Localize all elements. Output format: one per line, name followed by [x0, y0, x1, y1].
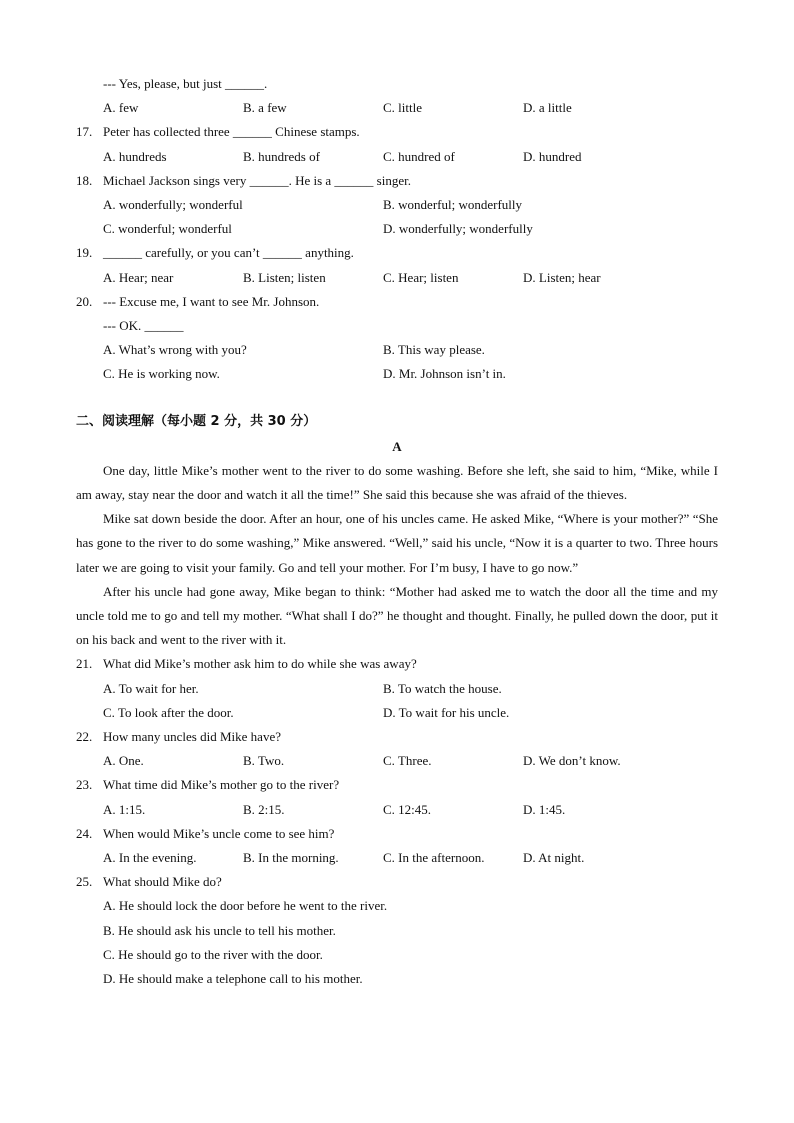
q23-number: 23. [76, 777, 93, 793]
q16-option-a: A. few [103, 100, 139, 116]
q18-option-a: A. wonderfully; wonderful [103, 196, 243, 212]
q24-number: 24. [76, 825, 93, 841]
q24 [76, 822, 718, 846]
section-spacer [76, 386, 718, 410]
q21-option-c: C. To look after the door. [103, 704, 234, 720]
q21-number: 21. [76, 656, 93, 672]
q17-option-d: D. hundred [523, 148, 582, 164]
q24-option-d: D. At night. [523, 849, 585, 865]
passage-paragraph-2: Mike sat down beside the door. After an hour, one of his uncles came. He asked Mike, “Where is your mother?” “She has gone to the river to do some washing,” Mike answered. “Well,” said his uncle, “Now it is a quarter to two. Three hours later we are going to visit your family. Go and tell your mother. For I’m busy, I have to go now.” [76, 511, 718, 575]
q19-number: 19. [76, 245, 93, 261]
q23-option-c: C. 12:45. [383, 801, 432, 817]
q19-option-c: C. Hear; listen [383, 269, 459, 285]
q24-option-b: B. In the morning. [243, 849, 339, 865]
passage-paragraph-3: After his uncle had gone away, Mike began to think: “Mother had asked me to watch the door all the time and my uncle told me to go and tell my mother. “What shall I do?” he thought and thought. Finally, he pulled down the door, put it on his back and went to the river with it. [76, 583, 718, 648]
exam-page [76, 72, 718, 991]
q20-response-line: --- OK. ______ [103, 317, 184, 333]
q20-option-d: D. Mr. Johnson isn’t in. [383, 366, 506, 382]
q23-option-d: D. 1:45. [523, 801, 566, 817]
q24-option-a: A. In the evening. [103, 849, 197, 865]
q23 [76, 773, 718, 797]
q20 [76, 290, 718, 314]
q21-text: What did Mike’s mother ask him to do while she was away? [103, 656, 417, 672]
q21-option-d: D. To wait for his uncle. [383, 704, 510, 720]
q16-option-d: D. a little [523, 100, 572, 116]
q19-options [76, 266, 718, 290]
q18-option-c: C. wonderful; wonderful [103, 221, 232, 237]
q23-text: What time did Mike’s mother go to the river? [103, 777, 340, 793]
passage-paragraph-1: One day, little Mike’s mother went to the river to do some washing. Before she left, she said to him, “Mike, while I am away, stay near the door and watch it all the time!” She said this because she was afraid of the thieves. [76, 462, 718, 503]
q17-option-a: A. hundreds [103, 148, 167, 164]
q21-options-row1 [76, 677, 718, 701]
q25-option-d: D. He should make a telephone call to his mother. [103, 970, 363, 986]
q25-text: What should Mike do? [103, 874, 222, 890]
q25-option-b: B. He should ask his uncle to tell his mother. [103, 922, 336, 938]
q22-option-a: A. One. [103, 753, 144, 769]
q20-options-row2 [76, 362, 718, 386]
q22-option-b: B. Two. [243, 753, 285, 769]
q20-option-c: C. He is working now. [103, 366, 220, 382]
q17-number: 17. [76, 124, 93, 140]
passage-label: A [392, 438, 402, 454]
q17-option-b: B. hundreds of [243, 148, 320, 164]
q16-options [76, 96, 718, 120]
q20-number: 20. [76, 293, 93, 309]
q22-number: 22. [76, 729, 93, 744]
q22-options [76, 749, 718, 773]
q21-option-a: A. To wait for her. [103, 680, 199, 696]
q22-option-d: D. We don’t know. [523, 753, 621, 769]
q18-number: 18. [76, 172, 93, 188]
q23-option-b: B. 2:15. [243, 801, 285, 817]
q18-text: Michael Jackson sings very ______. He is a ______ singer. [103, 172, 411, 188]
q24-option-c: C. In the afternoon. [383, 849, 485, 865]
q18-option-b: B. wonderful; wonderfully [383, 196, 523, 212]
q21-option-b: B. To watch the house. [383, 680, 502, 696]
q25-option-a: A. He should lock the door before he went to the river. [103, 898, 388, 914]
q17-option-c: C. hundred of [383, 148, 455, 164]
q24-text: When would Mike’s uncle come to see him? [103, 825, 335, 841]
q22-option-c: C. Three. [383, 753, 432, 769]
q20-text: --- Excuse me, I want to see Mr. Johnson. [103, 293, 320, 309]
q19 [76, 241, 718, 265]
q25-number: 25. [76, 874, 93, 890]
q20-option-a: A. What’s wrong with you? [103, 342, 247, 358]
q18 [76, 169, 718, 193]
q17-text: Peter has collected three ______ Chinese stamps. [103, 124, 360, 140]
q24-options [76, 846, 718, 870]
q21 [76, 652, 718, 676]
q19-option-a: A. Hear; near [103, 269, 174, 285]
q16-response-line: --- Yes, please, but just ______. [103, 76, 268, 91]
q23-options [76, 798, 718, 822]
q21-options-row2 [76, 701, 718, 725]
q25 [76, 870, 718, 894]
q19-option-d: D. Listen; hear [523, 269, 601, 285]
q17 [76, 120, 718, 144]
q17-options [76, 145, 718, 169]
q25-option-c: C. He should go to the river with the door. [103, 946, 323, 962]
q18-option-d: D. wonderfully; wonderfully [383, 221, 533, 237]
q16-option-b: B. a few [243, 100, 287, 116]
q19-text: ______ carefully, or you can’t ______ anything. [103, 245, 354, 261]
q20-options-row1 [76, 338, 718, 362]
q20-option-b: B. This way please. [383, 342, 485, 358]
q16-option-c: C. little [383, 100, 422, 116]
q22 [76, 725, 718, 749]
q23-option-a: A. 1:15. [103, 801, 146, 817]
section-title: 二、阅读理解（每小题 2 分，共 30 分） [76, 414, 317, 430]
q18-options-row2 [76, 217, 718, 241]
q22-text: How many uncles did Mike have? [103, 729, 281, 744]
q18-options-row1 [76, 193, 718, 217]
q19-option-b: B. Listen; listen [243, 269, 326, 285]
